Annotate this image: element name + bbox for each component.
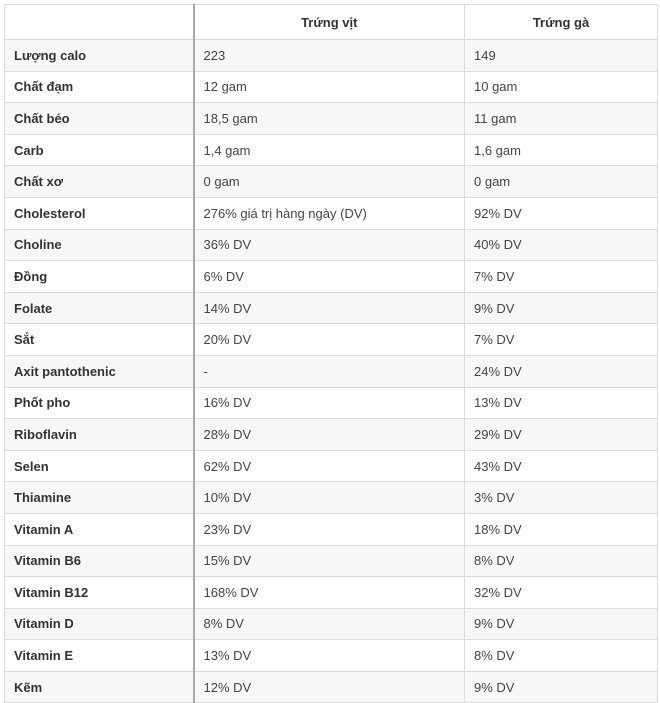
duck-egg-value: 223 [194, 40, 465, 72]
chicken-egg-value: 0 gam [465, 166, 658, 198]
chicken-egg-value: 32% DV [465, 577, 658, 609]
table-row [5, 671, 658, 703]
nutrient-label: Kẽm [5, 671, 194, 703]
duck-egg-value: 20% DV [194, 324, 465, 356]
table-row [5, 40, 658, 72]
table-row [5, 103, 658, 135]
duck-egg-value: - [194, 355, 465, 387]
chicken-egg-value: 11 gam [465, 103, 658, 135]
table-row [5, 513, 658, 545]
duck-egg-value: 1,4 gam [194, 134, 465, 166]
chicken-egg-value: 10 gam [465, 71, 658, 103]
header-corner-cell [5, 5, 194, 40]
nutrient-label: Đồng [5, 261, 194, 293]
duck-egg-value: 6% DV [194, 261, 465, 293]
table-row [5, 355, 658, 387]
chicken-egg-value: 9% DV [465, 292, 658, 324]
duck-egg-value: 15% DV [194, 545, 465, 577]
nutrition-comparison-table-wrapper [4, 4, 657, 703]
table-row [5, 166, 658, 198]
duck-egg-value: 10% DV [194, 482, 465, 514]
duck-egg-value: 18,5 gam [194, 103, 465, 135]
chicken-egg-value: 149 [465, 40, 658, 72]
duck-egg-value: 12 gam [194, 71, 465, 103]
table-row [5, 419, 658, 451]
table-row [5, 261, 658, 293]
table-row [5, 197, 658, 229]
duck-egg-value: 13% DV [194, 640, 465, 672]
duck-egg-value: 12% DV [194, 671, 465, 703]
nutrient-label: Choline [5, 229, 194, 261]
header-duck-egg: Trứng vịt [194, 5, 465, 40]
chicken-egg-value: 7% DV [465, 261, 658, 293]
duck-egg-value: 0 gam [194, 166, 465, 198]
chicken-egg-value: 8% DV [465, 640, 658, 672]
chicken-egg-value: 40% DV [465, 229, 658, 261]
nutrient-label: Selen [5, 450, 194, 482]
header-row [5, 5, 658, 40]
nutrient-label: Chất đạm [5, 71, 194, 103]
table-body [5, 40, 658, 703]
chicken-egg-value: 29% DV [465, 419, 658, 451]
table-row [5, 450, 658, 482]
chicken-egg-value: 92% DV [465, 197, 658, 229]
chicken-egg-value: 13% DV [465, 387, 658, 419]
table-row [5, 545, 658, 577]
duck-egg-value: 62% DV [194, 450, 465, 482]
table-row [5, 134, 658, 166]
table-row [5, 292, 658, 324]
duck-egg-value: 28% DV [194, 419, 465, 451]
table-row [5, 71, 658, 103]
nutrient-label: Riboflavin [5, 419, 194, 451]
duck-egg-value: 168% DV [194, 577, 465, 609]
nutrient-label: Chất béo [5, 103, 194, 135]
chicken-egg-value: 3% DV [465, 482, 658, 514]
nutrient-label: Thiamine [5, 482, 194, 514]
header-chicken-egg: Trứng gà [465, 5, 658, 40]
nutrient-label: Vitamin D [5, 608, 194, 640]
nutrient-label: Sắt [5, 324, 194, 356]
table-row [5, 482, 658, 514]
duck-egg-value: 23% DV [194, 513, 465, 545]
nutrient-label: Chất xơ [5, 166, 194, 198]
table-row [5, 640, 658, 672]
chicken-egg-value: 7% DV [465, 324, 658, 356]
nutrient-label: Vitamin B12 [5, 577, 194, 609]
duck-egg-value: 16% DV [194, 387, 465, 419]
nutrient-label: Phốt pho [5, 387, 194, 419]
table-row [5, 229, 658, 261]
nutrient-label: Folate [5, 292, 194, 324]
nutrient-label: Lượng calo [5, 40, 194, 72]
nutrient-label: Vitamin E [5, 640, 194, 672]
table-row [5, 577, 658, 609]
duck-egg-value: 276% giá trị hàng ngày (DV) [194, 197, 465, 229]
nutrient-label: Cholesterol [5, 197, 194, 229]
chicken-egg-value: 9% DV [465, 608, 658, 640]
chicken-egg-value: 18% DV [465, 513, 658, 545]
table-header [5, 5, 658, 40]
nutrient-label: Vitamin A [5, 513, 194, 545]
nutrient-label: Carb [5, 134, 194, 166]
duck-egg-value: 8% DV [194, 608, 465, 640]
chicken-egg-value: 43% DV [465, 450, 658, 482]
chicken-egg-value: 1,6 gam [465, 134, 658, 166]
duck-egg-value: 14% DV [194, 292, 465, 324]
table-row [5, 324, 658, 356]
nutrition-comparison-table [4, 4, 658, 703]
chicken-egg-value: 24% DV [465, 355, 658, 387]
table-row [5, 608, 658, 640]
nutrient-label: Axit pantothenic [5, 355, 194, 387]
table-row [5, 387, 658, 419]
duck-egg-value: 36% DV [194, 229, 465, 261]
nutrient-label: Vitamin B6 [5, 545, 194, 577]
chicken-egg-value: 9% DV [465, 671, 658, 703]
chicken-egg-value: 8% DV [465, 545, 658, 577]
